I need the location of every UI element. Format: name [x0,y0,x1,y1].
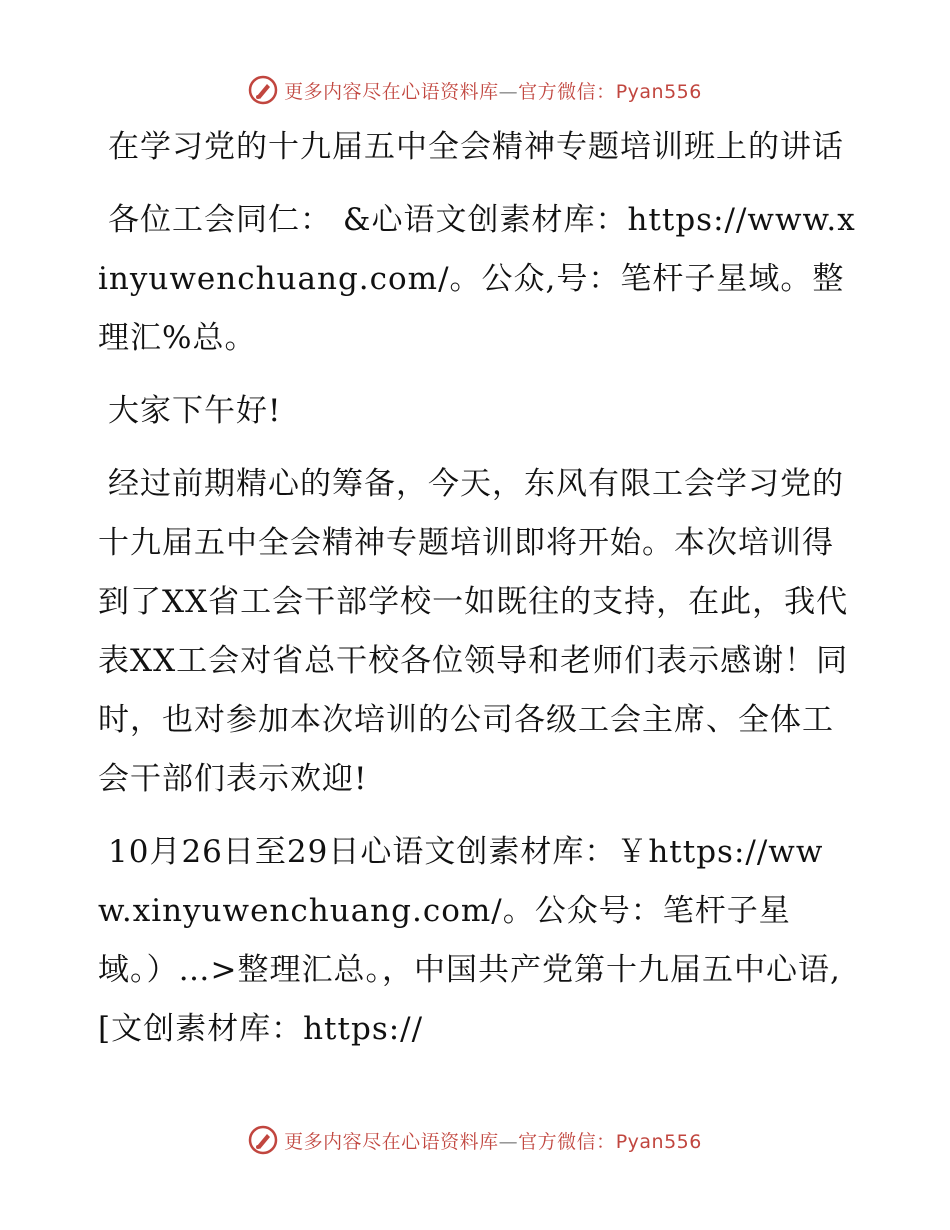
pen-logo-icon [248,75,278,105]
paragraph-intro: 经过前期精心的筹备，今天，东风有限工会学习党的十九届五中全会精神专题培训即将开始。本次培训得到了XX省工会干部学校一如既往的支持，在此，我代表XX工会对省总干校各位领导和老师们表示感谢！同时，也对参加本次培训的公司各级工会主席、全体工会干部们表示欢迎! [98,466,849,797]
paragraph-greeting: 各位工会同仁： &心语文创素材库：https://www.xinyuwenchuang.com/。公众,号：笔杆子星域。整理汇%总。 [98,202,856,356]
document-title: 在学习党的十九届五中全会精神专题培训班上的讲话 [108,129,844,165]
footer-watermark-banner [0,1120,950,1160]
banner-text: 更多内容尽在心语资料库—官方微信：Pyan556 [284,80,702,103]
document-body [98,118,858,1073]
paragraph-hello: 大家下午好! [108,393,282,429]
banner-text: 更多内容尽在心语资料库—官方微信：Pyan556 [284,1130,702,1153]
paragraph-dates: 10月26日至29日心语文创素材库：￥https://www.xinyuwenchuang.com/。公众号：笔杆子星域。）…>整理汇总。，中国共产党第十九届五中心语,[文创素材库：https:// [98,834,841,1047]
pen-logo-icon [248,1125,278,1155]
header-watermark-banner [0,70,950,110]
